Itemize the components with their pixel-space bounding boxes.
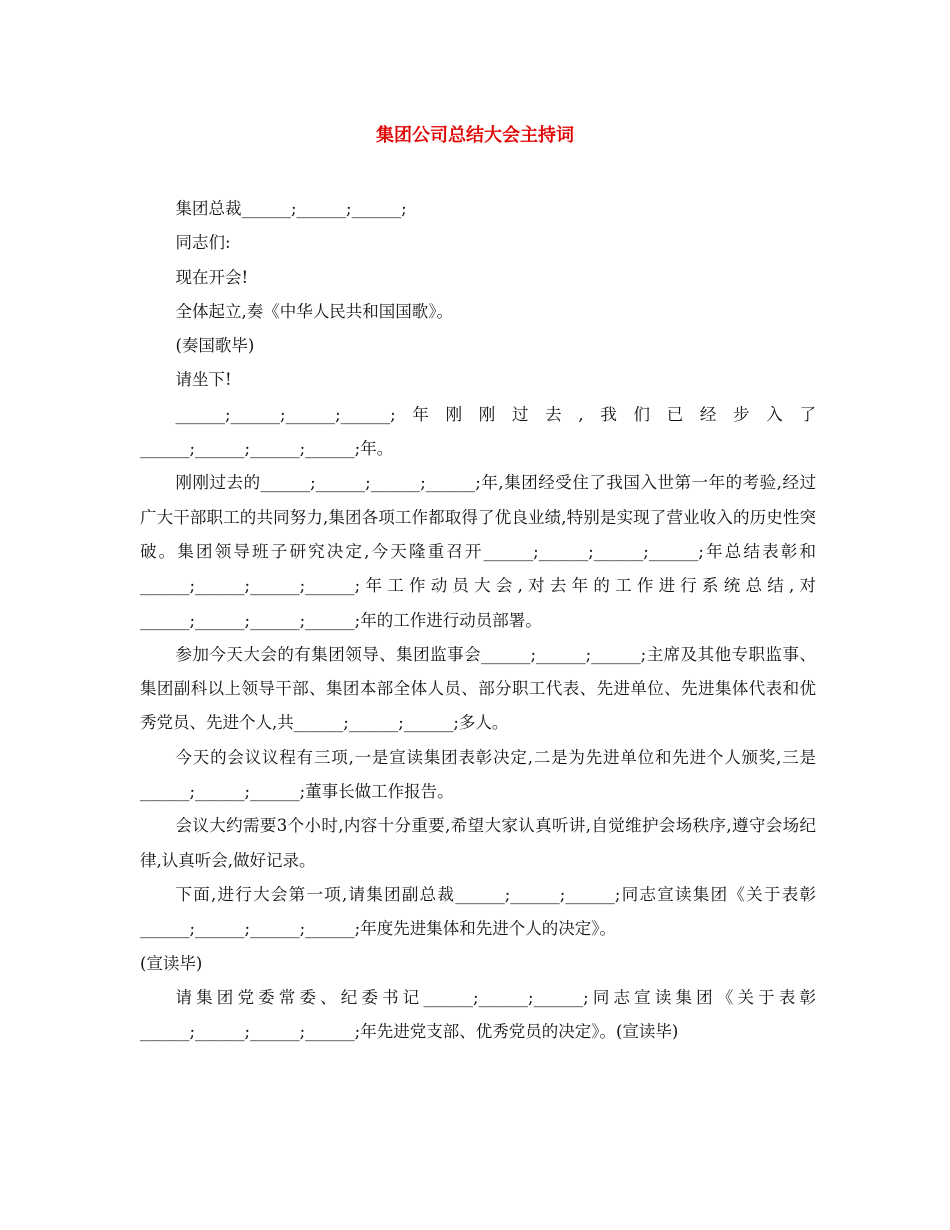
paragraph-sit-down: 请坐下!	[175, 370, 232, 390]
paragraph-reading-end: (宣读毕)	[140, 953, 203, 973]
paragraph-year-passed: ______;______;______;______;年刚刚过去,我们已经步入了______;______;______;______;年。	[140, 404, 816, 459]
paragraph-anthem-end: (奏国歌毕)	[175, 336, 255, 356]
document-title: 集团公司总结大会主持词	[376, 125, 574, 146]
paragraph-salutation-comrades: 同志们:	[175, 233, 231, 253]
paragraph-agenda: 今天的会议议程有三项,一是宣读集团表彰决定,二是为先进单位和先进个人颁奖,三是______;______;______;董事长做工作报告。	[140, 747, 816, 802]
paragraph-attendees: 参加今天大会的有集团领导、集团监事会______;______;______;主席及其他专职监事、集团副科以上领导干部、集团本部全体人员、部分职工代表、先进单位、先进集体代表和优秀党员、先进个人,共______;______;______;多人。	[140, 644, 816, 733]
document-body	[140, 192, 816, 1049]
paragraph-item-one: 下面,进行大会第一项,请集团副总裁______;______;______;同志宣读集团《关于表彰______;______;______;______;年度先进集体和先进个人的决定》。	[140, 884, 816, 939]
paragraph-salutation-president: 集团总裁______;______;______;	[175, 199, 407, 218]
paragraph-duration: 会议大约需要3个小时,内容十分重要,希望大家认真听讲,自觉维护会场秩序,遵守会场纪律,认真听会,做好记录。	[140, 816, 816, 870]
paragraph-meeting-open: 现在开会!	[175, 267, 249, 287]
paragraph-party-commendation: 请集团党委常委、纪委书记______;______;______;同志宣读集团《关于表彰______;______;______;______;年先进党支部、优秀党员的决定》。(宣读毕)	[140, 987, 816, 1042]
paragraph-review: 刚刚过去的______;______;______;______;年,集团经受住了我国入世第一年的考验,经过广大干部职工的共同努力,集团各项工作都取得了优良业绩,特别是实现了营业收入的历史性突破。集团领导班子研究决定,今天隆重召开______;______;______;______;年总结表彰和______;______;______;______;年工作动员大会,对去年的工作进行系统总结,对______;______;______;______;年的工作进行动员部署。	[140, 473, 816, 630]
paragraph-anthem: 全体起立,奏《中华人民共和国国歌》。	[175, 301, 453, 321]
